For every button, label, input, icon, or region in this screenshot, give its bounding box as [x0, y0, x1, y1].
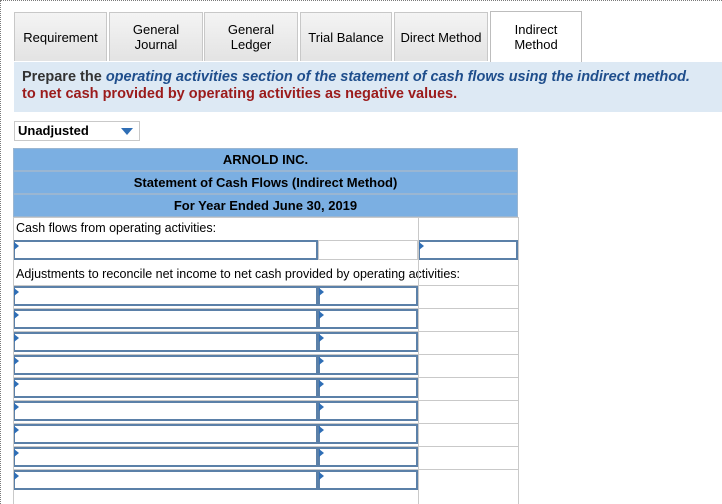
tab-label: Indirect: [514, 22, 558, 37]
tab-bar: [14, 12, 722, 62]
net-income-label-input[interactable]: [13, 240, 318, 260]
net-income-total-input[interactable]: [418, 240, 518, 260]
tab-general-journal[interactable]: [109, 12, 203, 61]
row-divider: [13, 378, 518, 401]
row-divider: [13, 309, 518, 332]
row-divider: [13, 355, 518, 378]
tab-general-ledger[interactable]: [204, 12, 298, 61]
adjustment-label-input[interactable]: [13, 470, 318, 490]
operating-activities-label: Cash flows from operating activities:: [16, 221, 217, 235]
tab-label: Requirement: [23, 29, 98, 45]
entry-marker-icon: [419, 242, 424, 250]
tab-direct-method[interactable]: [394, 12, 488, 61]
row-divider: [13, 447, 518, 470]
statement-period: For Year Ended June 30, 2019: [13, 194, 518, 217]
row-divider: [13, 286, 518, 309]
instructions-emphasis: operating activities section of the statement of cash flows using the indirect method.: [105, 69, 690, 85]
dotted-frame-left: [0, 0, 1, 504]
tab-label: Journal: [134, 37, 178, 52]
chevron-down-icon: [121, 128, 133, 135]
company-name: ARNOLD INC.: [13, 148, 518, 171]
column-divider: [418, 217, 419, 504]
instructions-note: to net cash provided by operating activities as negative values.: [22, 86, 458, 102]
left-border: [13, 217, 14, 504]
view-dropdown[interactable]: [14, 121, 140, 141]
statement-title: Statement of Cash Flows (Indirect Method): [13, 171, 518, 194]
instructions-panel: [14, 62, 722, 112]
row-divider: [13, 424, 518, 447]
entry-marker-icon: [14, 242, 19, 250]
row-divider: [13, 401, 518, 424]
net-income-amount-input[interactable]: [318, 240, 418, 260]
row-divider: [13, 263, 518, 286]
instructions-text: Prepare the: [22, 69, 106, 85]
entry-marker-icon: [14, 472, 19, 480]
tab-indirect-method[interactable]: [490, 11, 582, 62]
entry-marker-icon: [319, 472, 324, 480]
tab-label: General: [132, 22, 180, 37]
dotted-frame-top: [0, 0, 722, 1]
tab-label: Method: [514, 37, 558, 52]
row-divider: [13, 332, 518, 355]
tab-requirement[interactable]: [14, 12, 107, 61]
adjustments-label: Adjustments to reconcile net income to net cash provided by operating activities:: [16, 267, 460, 281]
row-divider: [13, 217, 518, 241]
tab-label: Direct Method: [400, 29, 482, 45]
dropdown-value: Unadjusted: [18, 123, 89, 138]
tab-trial-balance[interactable]: [300, 12, 392, 61]
right-border: [518, 217, 519, 504]
adjustment-amount-input[interactable]: [318, 470, 418, 490]
tab-label: Trial Balance: [308, 29, 384, 45]
tab-label: General: [227, 22, 275, 37]
tab-label: Ledger: [230, 37, 272, 52]
